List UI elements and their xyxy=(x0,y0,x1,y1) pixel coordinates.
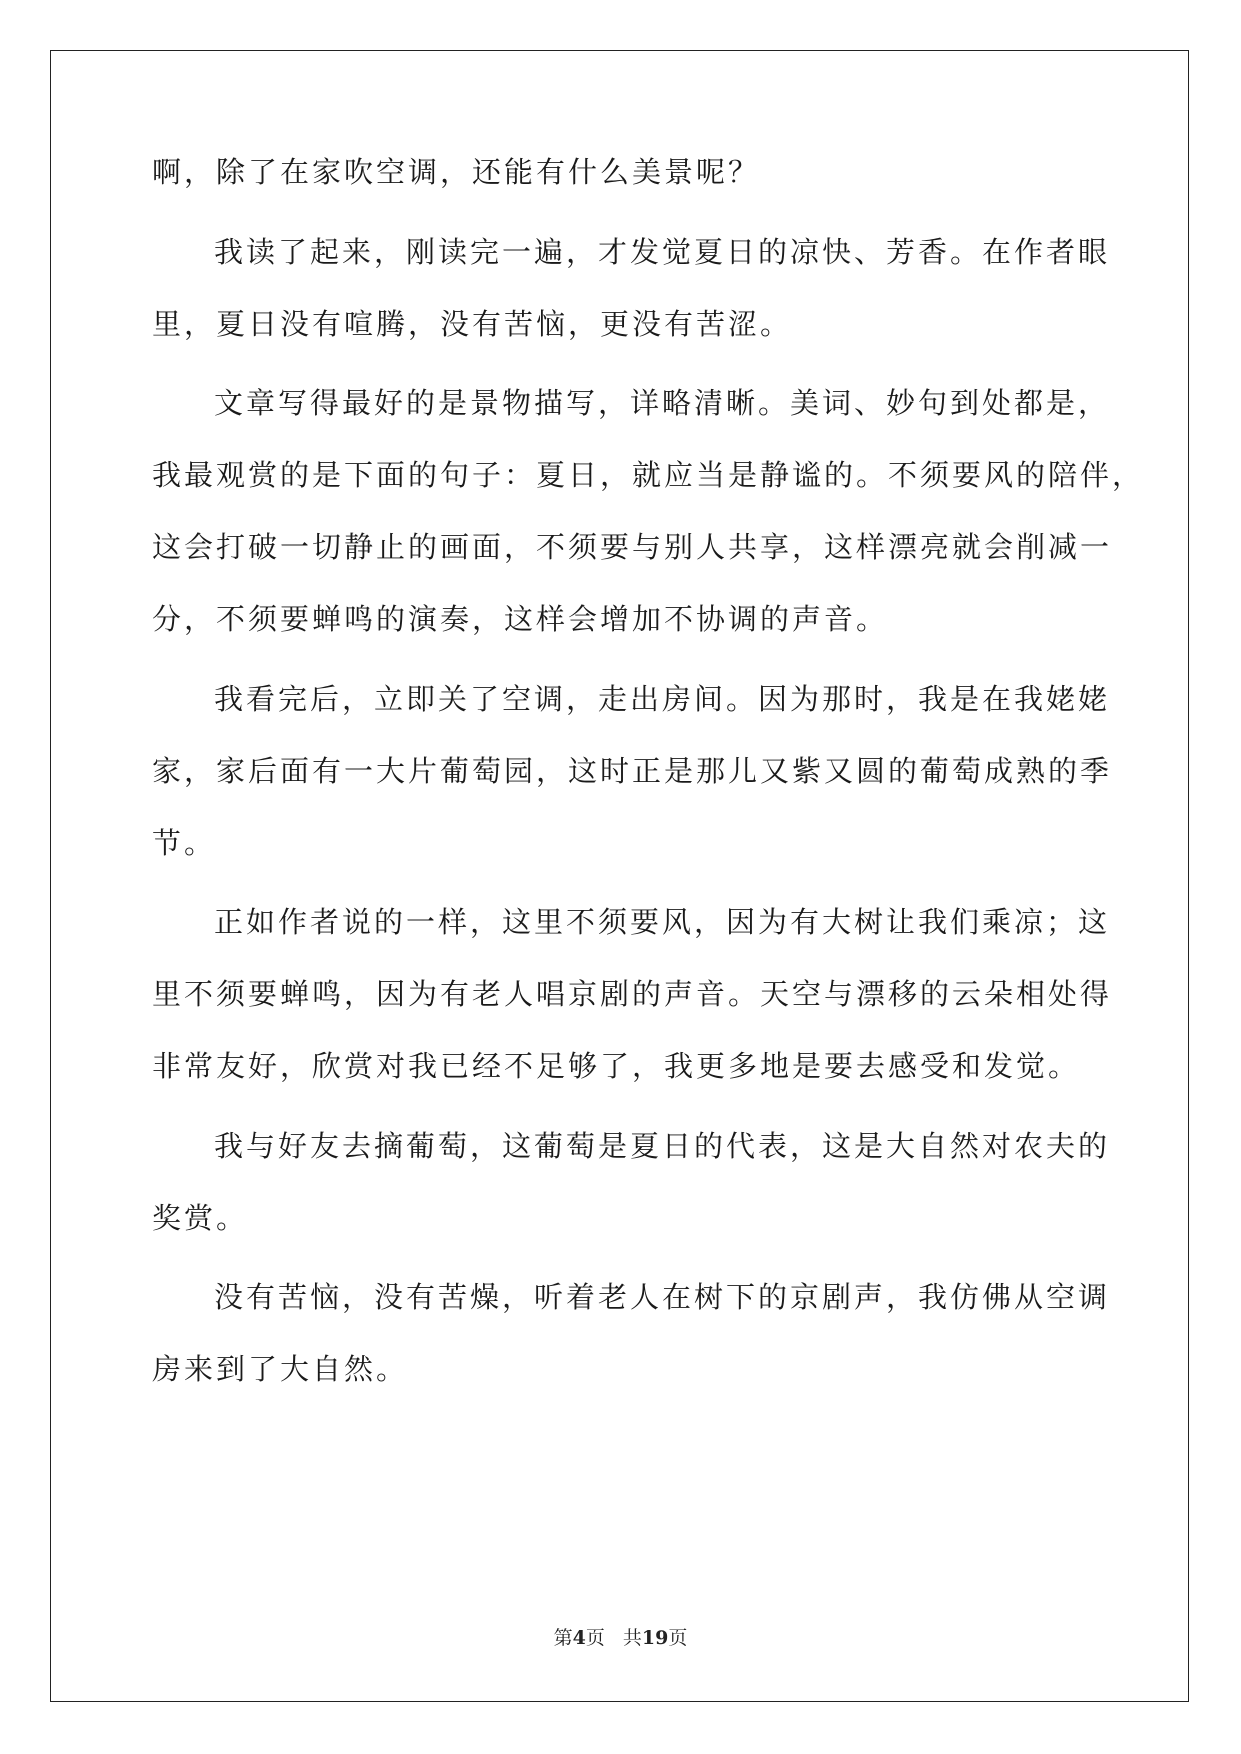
text-line: 我看完后，立即关了空调，走出房间。因为那时，我是在我姥姥 xyxy=(214,682,1111,716)
page-total-suffix: 页 xyxy=(668,1627,688,1649)
text-line: 我读了起来，刚读完一遍，才发觉夏日的凉快、芳香。在作者眼 xyxy=(214,235,1111,269)
page-number-current: 4 xyxy=(572,1627,586,1649)
page-footer xyxy=(0,1626,1241,1650)
text-line: 正如作者说的一样，这里不须要风，因为有大树让我们乘凉；这 xyxy=(214,905,1111,939)
text-line: 奖赏。 xyxy=(152,1201,249,1235)
text-line: 文章写得最好的是景物描写，详略清晰。美词、妙句到处都是， xyxy=(214,386,1111,420)
text-line: 我最观赏的是下面的句子：夏日，就应当是静谧的。不须要风的陪伴， xyxy=(152,458,1145,492)
text-line: 里不须要蝉鸣，因为有老人唱京剧的声音。天空与漂移的云朵相处得 xyxy=(152,977,1113,1011)
text-line: 家，家后面有一大片葡萄园，这时正是那儿又紫又圆的葡萄成熟的季 xyxy=(152,754,1113,788)
text-line: 非常友好，欣赏对我已经不足够了，我更多地是要去感受和发觉。 xyxy=(152,1049,1081,1083)
page-total-count: 19 xyxy=(641,1627,669,1649)
text-line: 啊，除了在家吹空调，还能有什么美景呢？ xyxy=(152,155,761,189)
page-border xyxy=(50,50,1189,1702)
text-line: 分，不须要蝉鸣的演奏，这样会增加不协调的声音。 xyxy=(152,602,889,636)
text-line: 这会打破一切静止的画面，不须要与别人共享，这样漂亮就会削减一 xyxy=(152,530,1113,564)
page-number-prefix: 第 xyxy=(553,1627,573,1649)
page-total-prefix: 共 xyxy=(622,1627,642,1649)
text-line: 节。 xyxy=(152,826,217,860)
text-line: 里，夏日没有喧腾，没有苦恼，更没有苦涩。 xyxy=(152,307,793,341)
page-number-suffix: 页 xyxy=(585,1627,605,1649)
text-line: 房来到了大自然。 xyxy=(152,1352,409,1386)
text-line: 我与好友去摘葡萄，这葡萄是夏日的代表，这是大自然对农夫的 xyxy=(214,1129,1111,1163)
text-line: 没有苦恼，没有苦燥，听着老人在树下的京剧声，我仿佛从空调 xyxy=(214,1280,1111,1314)
